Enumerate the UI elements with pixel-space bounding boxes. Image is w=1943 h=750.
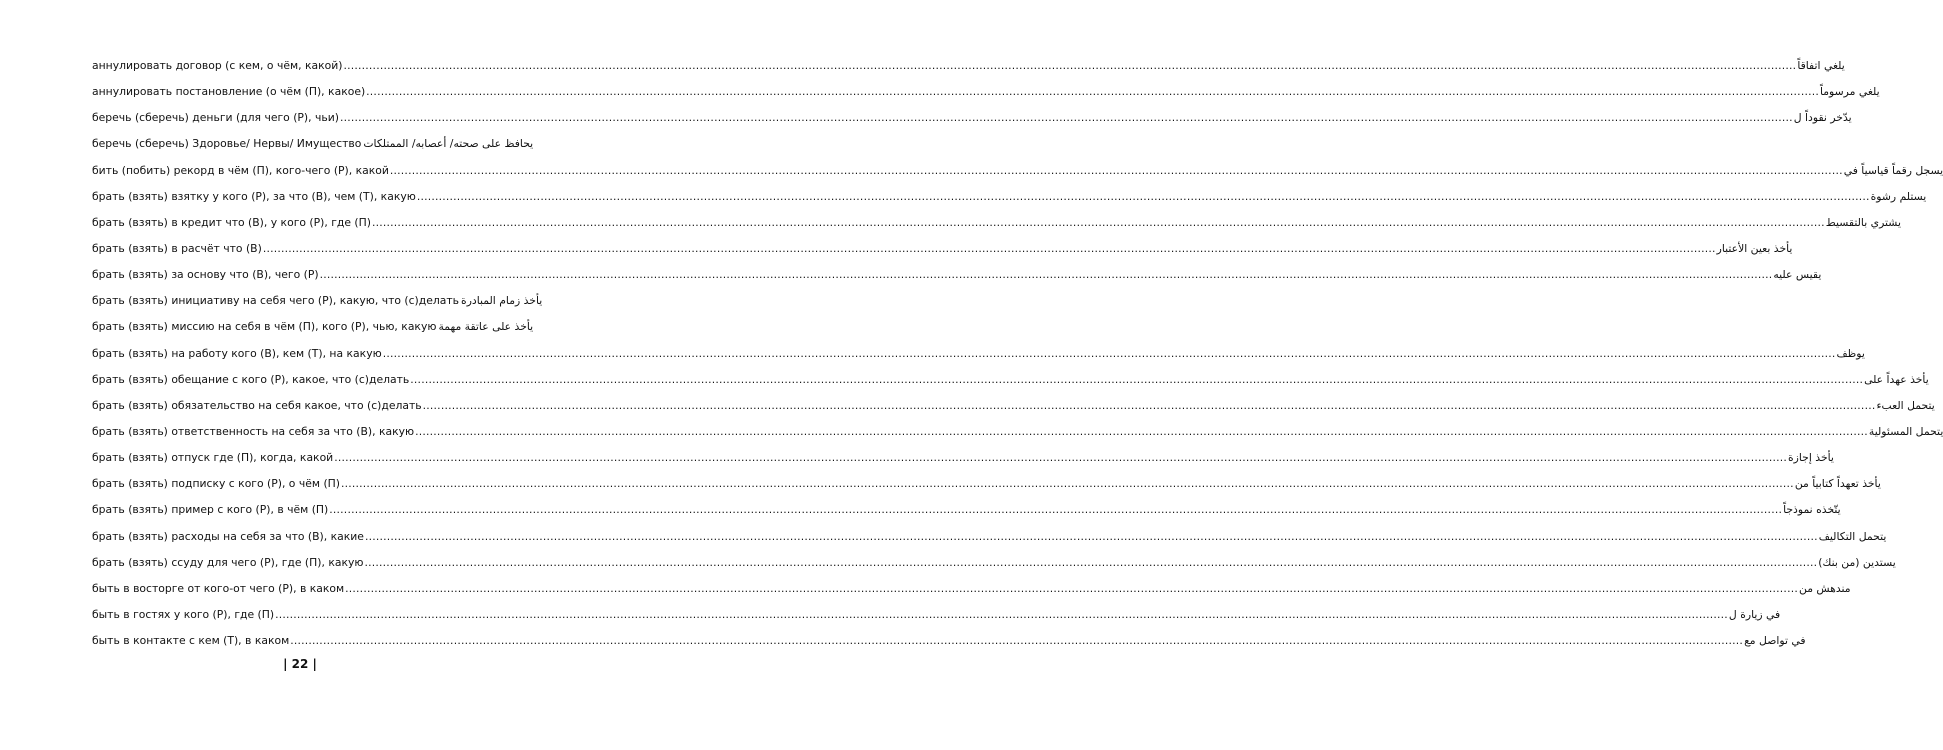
russian-phrase: брать (взять) на работу кого (В), кем (Т), на какую xyxy=(92,346,382,360)
russian-phrase: брать (взять) отпуск где (П), когда, какой xyxy=(92,451,334,465)
russian-phrase: быть в восторге от кого-от чего (Р), в каком xyxy=(92,581,345,595)
glossary-row xyxy=(92,59,1845,86)
glossary-row xyxy=(92,163,1943,191)
arabic-translation: يأخذ على عاتقة مهمة xyxy=(438,320,534,334)
dot-leader: ................................................................................................................................................................................................................................................................................................................................................................................................................ xyxy=(319,268,1773,282)
glossary-row xyxy=(92,477,1881,504)
page-number: | 22 | xyxy=(283,657,317,671)
arabic-translation: يتّخذه نموذجاً xyxy=(1783,503,1841,517)
glossary-row xyxy=(92,241,1793,269)
dot-leader: ................................................................................................................................................................................................................................................................................................................................................................................................................ xyxy=(341,477,1794,491)
russian-phrase: аннулировать договор (с кем, о чём, какой) xyxy=(92,59,343,72)
dot-leader: ................................................................................................................................................................................................................................................................................................................................................................................................................ xyxy=(364,529,1818,543)
glossary-row xyxy=(92,503,1841,530)
arabic-translation: يحافظ على صحته/ أعصابه/ الممتلكات xyxy=(363,137,534,151)
arabic-translation: يأخذ زمام المبادرة xyxy=(461,294,543,308)
glossary-row xyxy=(92,189,1927,217)
russian-phrase: брать (взять) обещание с кого (Р), какое, что (с)делать xyxy=(92,372,410,386)
arabic-translation: يتحمل العبء xyxy=(1876,398,1935,412)
glossary-row xyxy=(92,424,1943,452)
glossary-row xyxy=(92,372,1929,400)
arabic-translation: يأخذ تعهداً كتابياً من xyxy=(1794,477,1881,491)
russian-phrase: брать (взять) ответственность на себя за что (В), какую xyxy=(92,424,415,438)
russian-phrase: беречь (сберечь) Здоровье/ Нервы/ Имущество xyxy=(92,137,362,151)
russian-phrase: брать (взять) пример с кого (Р), в чём (П) xyxy=(92,503,329,517)
dot-leader: ................................................................................................................................................................................................................................................................................................................................................................................................................ xyxy=(416,189,1870,203)
dot-leader: ................................................................................................................................................................................................................................................................................................................................................................................................................ xyxy=(334,451,1788,465)
glossary-row xyxy=(92,529,1887,557)
russian-phrase: беречь (сберечь) деньги (для чего (Р), чьи) xyxy=(92,111,339,125)
russian-phrase: бить (побить) рекорд в чём (П), кого-чего (Р), какой xyxy=(92,163,389,177)
russian-phrase: брать (взять) ссуду для чего (Р), где (П), какую xyxy=(92,555,364,569)
dot-leader: ................................................................................................................................................................................................................................................................................................................................................................................................................ xyxy=(345,581,1798,595)
dot-leader: ................................................................................................................................................................................................................................................................................................................................................................................................................ xyxy=(410,372,1864,386)
arabic-translation: يستدين (من بنك) xyxy=(1818,555,1896,569)
glossary-row xyxy=(92,607,1781,635)
glossary-row xyxy=(92,581,1851,609)
glossary-row xyxy=(92,137,534,164)
arabic-translation: مندهش من xyxy=(1798,581,1851,595)
dot-leader: ................................................................................................................................................................................................................................................................................................................................................................................................................ xyxy=(290,634,1744,648)
glossary-row xyxy=(92,85,1880,112)
glossary-row xyxy=(92,398,1935,426)
russian-phrase: брать (взять) обязательство на себя какое, что (с)делать xyxy=(92,398,422,412)
glossary-row xyxy=(92,451,1834,478)
dot-leader: ................................................................................................................................................................................................................................................................................................................................................................................................................ xyxy=(343,59,1797,72)
dot-leader: ................................................................................................................................................................................................................................................................................................................................................................................................................ xyxy=(415,424,1868,438)
arabic-translation: يستلم رشوة xyxy=(1870,189,1927,203)
arabic-translation: في زيارة ل xyxy=(1728,607,1781,621)
dot-leader: ................................................................................................................................................................................................................................................................................................................................................................................................................ xyxy=(389,163,1843,177)
russian-phrase: брать (взять) миссию на себя в чём (П), кого (Р), чью, какую xyxy=(92,320,437,334)
arabic-translation: يلغي اتفاقاً xyxy=(1797,59,1845,72)
russian-phrase: быть в контакте с кем (Т), в каком xyxy=(92,634,290,648)
arabic-translation: يقيس عليه xyxy=(1773,268,1822,282)
russian-phrase: брать (взять) подписку с кого (Р), о чём (П) xyxy=(92,477,340,491)
arabic-translation: يلغي مرسوماً xyxy=(1819,85,1880,99)
arabic-translation: يشتري بالتقسيط xyxy=(1825,215,1901,229)
dot-leader: ................................................................................................................................................................................................................................................................................................................................................................................................................ xyxy=(275,607,1728,621)
arabic-translation: يوظف xyxy=(1836,346,1865,360)
dot-leader: ................................................................................................................................................................................................................................................................................................................................................................................................................ xyxy=(262,241,1716,255)
dot-leader: ................................................................................................................................................................................................................................................................................................................................................................................................................ xyxy=(382,346,1836,360)
glossary-row xyxy=(92,268,1822,295)
arabic-translation: في تواصل مع xyxy=(1744,634,1806,648)
glossary-list xyxy=(92,59,1943,661)
dot-leader: ................................................................................................................................................................................................................................................................................................................................................................................................................ xyxy=(329,503,1783,517)
arabic-translation: يأخذ بعين الأعتبار xyxy=(1716,241,1793,255)
russian-phrase: брать (взять) за основу что (В), чего (Р) xyxy=(92,268,319,282)
glossary-row xyxy=(92,346,1865,374)
glossary-row xyxy=(92,215,1901,243)
arabic-translation: يأخذ عهداً على xyxy=(1864,372,1929,386)
dot-leader: ................................................................................................................................................................................................................................................................................................................................................................................................................ xyxy=(422,398,1876,412)
russian-phrase: брать (взять) инициативу на себя чего (Р), какую, что (с)делать xyxy=(92,294,460,308)
glossary-row xyxy=(92,320,534,347)
arabic-translation: يتحمل التكاليف xyxy=(1818,529,1887,543)
dot-leader: ................................................................................................................................................................................................................................................................................................................................................................................................................ xyxy=(366,85,1819,99)
dot-leader: ................................................................................................................................................................................................................................................................................................................................................................................................................ xyxy=(364,555,1818,569)
russian-phrase: быть в гостях у кого (Р), где (П) xyxy=(92,607,275,621)
russian-phrase: брать (взять) в кредит что (В), у кого (Р), где (П) xyxy=(92,215,371,229)
glossary-row xyxy=(92,294,543,321)
arabic-translation: يدّخر نقوداً ل xyxy=(1793,111,1852,125)
russian-phrase: брать (взять) взятку у кого (Р), за что (В), чем (Т), какую xyxy=(92,189,416,203)
russian-phrase: брать (взять) в расчёт что (В) xyxy=(92,241,262,255)
arabic-translation: يسجل رقماً قياسياً في xyxy=(1843,163,1943,177)
glossary-row xyxy=(92,555,1896,583)
glossary-row xyxy=(92,111,1852,138)
russian-phrase: брать (взять) расходы на себя за что (В), какие xyxy=(92,529,364,543)
arabic-translation: يتحمل المسئولية xyxy=(1868,424,1943,438)
russian-phrase: аннулировать постановление (о чём (П), какое) xyxy=(92,85,366,99)
arabic-translation: يأخذ إجازة xyxy=(1788,451,1834,465)
dot-leader: ................................................................................................................................................................................................................................................................................................................................................................................................................ xyxy=(339,111,1793,125)
dot-leader: ................................................................................................................................................................................................................................................................................................................................................................................................................ xyxy=(371,215,1825,229)
